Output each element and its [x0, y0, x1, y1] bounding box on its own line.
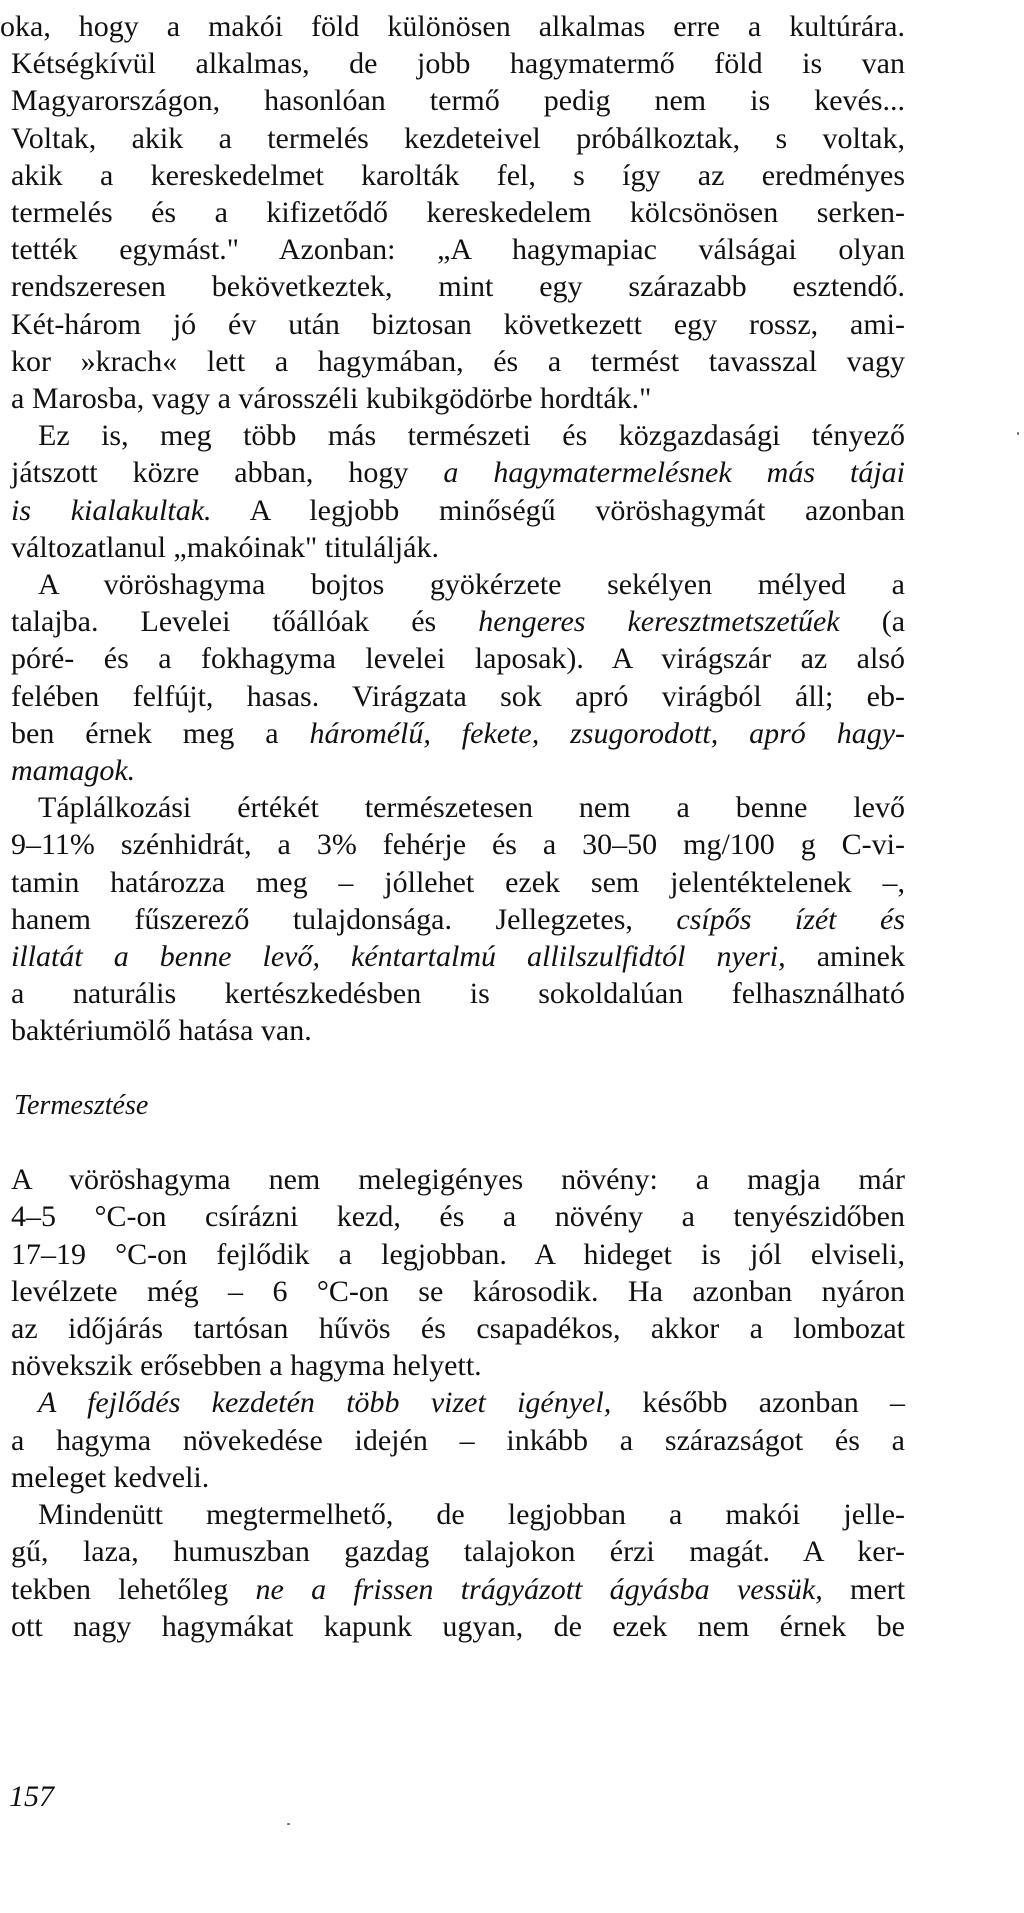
text-line: oka, hogy a makói föld különösen alkalmas erre a kultúrára.: [0, 10, 905, 43]
emphasis: illatát a benne levő, kéntartalmú allilszulfidtól nyeri,: [11, 940, 786, 974]
text-run: aminek: [816, 940, 905, 974]
text-line: rendszeresen bekövetkeztek, mint egy szárazabb esztendő.: [11, 270, 905, 304]
text-line: Ez is, meg több más természeti és közgazdasági tényező: [38, 419, 905, 453]
text-line: akik a kereskedelmet karolták fel, s így az eredményes: [11, 158, 905, 192]
text-run: talajba. Levelei tőállóak és: [11, 605, 437, 639]
emphasis: is kialakultak.: [11, 493, 212, 527]
text-line: póré- és a fokhagyma levelei laposak). A virágszár az alsó: [11, 642, 905, 676]
emphasis: mamagok.: [11, 754, 136, 788]
text-line: baktériumölő hatása van.: [11, 1014, 312, 1048]
text-line: [0, 1384, 905, 1421]
text-line: [0, 715, 905, 752]
text-line: gű, laza, humuszban gazdag talajokon érzi magát. A ker-: [11, 1535, 905, 1569]
text-line: változatlanul „makóinak" titulálják.: [11, 530, 439, 564]
body-text: [0, 8, 905, 1645]
text-line: levélzete még – 6 °C-on se károsodik. Ha azonban nyáron: [11, 1274, 905, 1308]
text-run: később azonban –: [642, 1386, 906, 1420]
text-line: Két-három jó év után biztosan következett egy rossz, ami-: [11, 307, 905, 341]
spacer: [0, 1124, 905, 1161]
section-heading: Termesztése: [14, 1089, 149, 1121]
text-line: 17–19 °C-on fejlődik a legjobban. A hideget is jól elviseli,: [11, 1237, 905, 1271]
text-run: A legjobb minőségű vöröshagymát azonban: [249, 493, 905, 527]
text-run: mert: [850, 1572, 906, 1606]
text-line: kor »krach« lett a hagymában, és a termést tavasszal vagy: [11, 344, 905, 378]
text-line: Magyarországon, hasonlóan termő pedig nem is kevés...: [11, 84, 905, 118]
emphasis: A fejlődés kezdetén több vizet igényel,: [38, 1386, 612, 1420]
text-line: [0, 454, 905, 491]
text-line: [0, 938, 905, 975]
text-run: hanem fűszerező tulajdonsága. Jellegzetes,: [11, 902, 633, 936]
text-line: a hagyma növekedése idején – inkább a szárazságot és a: [11, 1423, 905, 1457]
text-run: tekben lehetőleg: [11, 1572, 229, 1606]
emphasis: ne a frissen trágyázott ágyásba vessük,: [255, 1572, 823, 1606]
text-line: [0, 901, 905, 938]
text-run: (a: [881, 605, 906, 639]
page-number: 157: [9, 1780, 54, 1813]
text-run: ben érnek meg a: [11, 716, 279, 750]
text-line: ott nagy hagymákat kapunk ugyan, de ezek nem érnek be: [11, 1609, 905, 1643]
emphasis: hengeres keresztmetszetűek: [478, 605, 840, 639]
text-line: A vöröshagyma nem melegigényes növény: a magja már: [11, 1163, 905, 1197]
text-line: termelés és a kifizetődő kereskedelem kölcsönösen serken-: [11, 196, 905, 230]
text-line: növekszik erősebben a hagyma helyett.: [11, 1349, 482, 1383]
text-line: a Marosba, vagy a városszéli kubikgödörbe hordták.": [11, 382, 652, 416]
text-line: Táplálkozási értékét természetesen nem a benne levő: [38, 791, 905, 825]
text-line: [0, 603, 905, 640]
text-line: az időjárás tartósan hűvös és csapadékos, akkor a lombozat: [11, 1312, 905, 1346]
text-line: 4–5 °C-on csírázni kezd, és a növény a tenyészidőben: [11, 1200, 905, 1234]
text-line: Kétségkívül alkalmas, de jobb hagymatermő föld is van: [11, 47, 905, 81]
emphasis: csípős ízét és: [676, 902, 905, 936]
text-line: meleget kedveli.: [11, 1460, 210, 1494]
text-line: [0, 1571, 905, 1608]
text-line: felében felfújt, hasas. Virágzata sok apró virágból áll; eb-: [11, 679, 905, 713]
text-line: tamin határozza meg – jóllehet ezek sem jelentéktelenek –,: [11, 865, 905, 899]
text-line: a naturális kertészkedésben is sokoldalúan felhasználható: [11, 977, 905, 1011]
text-line: [0, 492, 905, 529]
text-line: [0, 752, 905, 789]
scan-speck: [1017, 432, 1019, 435]
emphasis: háromélű, fekete, zsugorodott, apró hagy-: [309, 716, 905, 750]
text-line: Mindenütt megtermelhető, de legjobban a makói jelle-: [38, 1498, 905, 1532]
text-line: A vöröshagyma bojtos gyökérzete sekélyen mélyed a: [38, 568, 905, 602]
emphasis: a hagymatermelésnek más tájai: [443, 456, 905, 490]
text-line: 9–11% szénhidrát, a 3% fehérje és a 30–50 mg/100 g C-vi-: [11, 828, 905, 862]
scan-speck: [287, 1823, 290, 1825]
text-line: Voltak, akik a termelés kezdeteivel próbálkoztak, s voltak,: [11, 121, 905, 155]
text-run: játszott közre abban, hogy: [11, 456, 409, 490]
text-line: tették egymást." Azonban: „A hagymapiac válságai olyan: [11, 233, 905, 267]
spacer: [0, 1050, 905, 1087]
